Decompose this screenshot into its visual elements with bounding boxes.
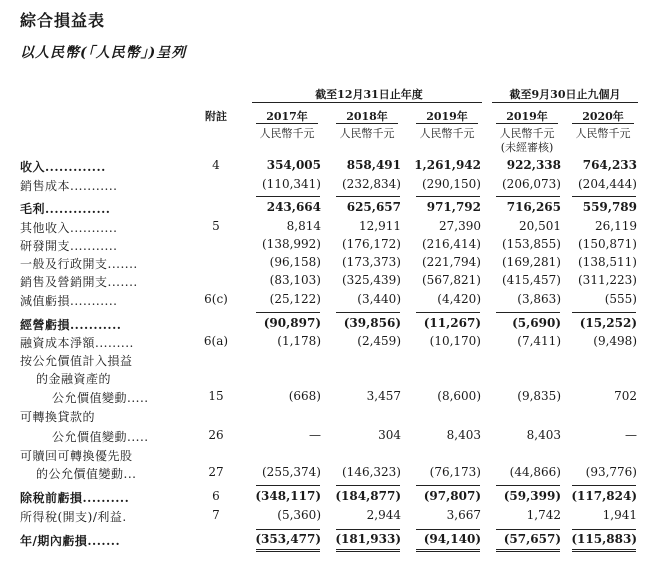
header-unit-2020-nine-months: 人民幣千元 [575, 127, 631, 140]
subtotal-rule [572, 529, 636, 530]
subtotal-rule [256, 312, 320, 313]
cell-2020-nine-months: (117,824) [571, 489, 637, 503]
cell-2019-nine-months: 8,403 [526, 428, 561, 442]
cell-2019: 8,403 [446, 428, 481, 442]
header-unit-2019-nine-months: 人民幣千元 [499, 127, 555, 140]
cell-2019: (76,173) [429, 465, 481, 479]
cell-2020-nine-months: (93,776) [585, 465, 637, 479]
cell-2018: (146,323) [342, 465, 401, 479]
cell-2017: 354,005 [266, 158, 321, 172]
header-year-2019-rule [416, 123, 478, 124]
cell-2020-nine-months: (138,511) [578, 255, 637, 269]
header-year-2018: 2018年 [346, 110, 388, 123]
cell-2019: (10,170) [429, 334, 481, 348]
cell-2017: (138,992) [262, 237, 321, 251]
header-year-2019-nine-months: 2019年 [506, 110, 548, 123]
cell-2017: (25,122) [269, 292, 321, 306]
total-double-rule [416, 549, 480, 552]
row-note: 26 [208, 428, 224, 442]
subtotal-rule [416, 485, 480, 486]
cell-2019-nine-months: (169,281) [502, 255, 561, 269]
cell-2019: (8,600) [437, 389, 481, 403]
cell-2019-nine-months: (3,863) [517, 292, 561, 306]
cell-2019-nine-months: (7,411) [517, 334, 561, 348]
cell-2018: 858,491 [346, 158, 401, 172]
row-note: 7 [212, 508, 220, 522]
cell-2020-nine-months: 559,789 [582, 200, 637, 214]
cell-2019: (567,821) [422, 273, 481, 287]
row-label: 公允價值變動..... [52, 391, 149, 405]
row-label: 融資成本淨額......... [20, 336, 134, 350]
cell-2018: (3,440) [357, 292, 401, 306]
cell-2018: 304 [378, 428, 401, 442]
cell-2018: (2,459) [357, 334, 401, 348]
row-label: 除稅前虧損.......... [20, 491, 130, 505]
total-double-rule [336, 549, 400, 552]
row-note: 5 [212, 219, 220, 233]
cell-2019-nine-months: (59,399) [503, 489, 561, 503]
header-unaudited: (未經審核) [500, 141, 554, 154]
cell-2018: (325,439) [342, 273, 401, 287]
cell-2019: (221,794) [422, 255, 481, 269]
row-label: 毛利.............. [20, 202, 111, 216]
row-label: 可轉換貸款的 [20, 410, 96, 424]
cell-2019-nine-months: (415,457) [502, 273, 561, 287]
row-label: 研發開支........... [20, 239, 118, 253]
subtotal-rule [256, 529, 320, 530]
cell-2020-nine-months: 764,233 [582, 158, 637, 172]
row-label: 經營虧損........... [20, 318, 122, 332]
subtotal-rule [416, 196, 480, 197]
header-year-2019: 2019年 [426, 110, 468, 123]
cell-2020-nine-months: (555) [604, 292, 637, 306]
header-group-nine-months: 截至9月30日止九個月 [509, 88, 621, 101]
header-year-2020-nine-months: 2020年 [582, 110, 624, 123]
cell-2020-nine-months: (9,498) [593, 334, 637, 348]
row-note: 6(a) [203, 334, 229, 348]
cell-2018: (232,834) [342, 177, 401, 191]
cell-2019: 3,667 [446, 508, 481, 522]
cell-2020-nine-months: (15,252) [579, 316, 637, 330]
cell-2017: (90,897) [263, 316, 321, 330]
cell-2018: (176,172) [342, 237, 401, 251]
cell-2017: (96,158) [269, 255, 321, 269]
cell-2019: (97,807) [423, 489, 481, 503]
header-note-label: 附註 [205, 110, 227, 123]
row-note: 15 [208, 389, 224, 403]
cell-2018: 625,657 [346, 200, 401, 214]
cell-2019: (94,140) [423, 532, 481, 546]
total-double-rule [256, 549, 320, 552]
header-unit-2017: 人民幣千元 [259, 127, 315, 140]
subtotal-rule [496, 196, 560, 197]
row-note: 4 [212, 158, 220, 172]
cell-2020-nine-months: (115,883) [571, 532, 637, 546]
header-group-nine-months-rule [492, 102, 638, 103]
row-label: 公允價值變動..... [52, 430, 149, 444]
cell-2019: (11,267) [423, 316, 481, 330]
subtotal-rule [496, 485, 560, 486]
row-note: 6(c) [204, 292, 228, 306]
subtotal-rule [416, 529, 480, 530]
page-subtitle: 以人民幣(「人民幣」)呈列 [20, 45, 187, 61]
cell-2017: (5,360) [277, 508, 321, 522]
row-label: 的金融資產的 [36, 372, 112, 386]
cell-2020-nine-months: 702 [614, 389, 637, 403]
row-label: 銷售成本........... [20, 179, 118, 193]
cell-2020-nine-months: (204,444) [578, 177, 637, 191]
cell-2018: (173,373) [342, 255, 401, 269]
cell-2018: (181,933) [335, 532, 401, 546]
cell-2019: 971,792 [426, 200, 481, 214]
subtotal-rule [336, 529, 400, 530]
cell-2019: (216,414) [422, 237, 481, 251]
cell-2017: 243,664 [266, 200, 321, 214]
row-label: 其他收入........... [20, 221, 118, 235]
row-label: 所得稅(開支)/利益. [20, 510, 127, 524]
subtotal-rule [336, 196, 400, 197]
cell-2020-nine-months: (311,223) [578, 273, 637, 287]
row-label: 按公允價值計入損益 [20, 354, 133, 368]
row-label: 年/期內虧損....... [20, 534, 121, 548]
header-group-year-ended: 截至12月31日止年度 [315, 88, 423, 101]
total-double-rule [572, 549, 636, 552]
cell-2017: 8,814 [286, 219, 321, 233]
page-title: 綜合損益表 [20, 11, 106, 30]
cell-2019-nine-months: (153,855) [502, 237, 561, 251]
cell-2017: — [309, 428, 321, 442]
subtotal-rule [572, 196, 636, 197]
cell-2019: (290,150) [422, 177, 481, 191]
cell-2017: (1,178) [277, 334, 321, 348]
header-group-year-ended-rule [252, 102, 482, 103]
cell-2020-nine-months: — [625, 428, 637, 442]
subtotal-rule [336, 485, 400, 486]
cell-2020-nine-months: 1,941 [602, 508, 637, 522]
subtotal-rule [572, 312, 636, 313]
row-label: 銷售及營銷開支....... [20, 275, 138, 289]
cell-2019-nine-months: (5,690) [512, 316, 561, 330]
cell-2018: (184,877) [335, 489, 401, 503]
subtotal-rule [256, 196, 320, 197]
cell-2017: (83,103) [269, 273, 321, 287]
header-year-2017-rule [256, 123, 318, 124]
cell-2018: 3,457 [366, 389, 401, 403]
subtotal-rule [336, 312, 400, 313]
cell-2020-nine-months: (150,871) [578, 237, 637, 251]
cell-2019-nine-months: (9,835) [517, 389, 561, 403]
total-double-rule [496, 549, 560, 552]
header-unit-2019: 人民幣千元 [419, 127, 475, 140]
subtotal-rule [572, 485, 636, 486]
cell-2018: (39,856) [343, 316, 401, 330]
cell-2020-nine-months: 26,119 [595, 219, 637, 233]
row-label: 減值虧損........... [20, 294, 118, 308]
cell-2017: (255,374) [262, 465, 321, 479]
cell-2019-nine-months: 1,742 [526, 508, 561, 522]
subtotal-rule [496, 529, 560, 530]
subtotal-rule [496, 312, 560, 313]
header-year-2017: 2017年 [266, 110, 308, 123]
row-note: 6 [212, 489, 220, 503]
cell-2018: 12,911 [359, 219, 401, 233]
cell-2019: (4,420) [437, 292, 481, 306]
row-note: 27 [208, 465, 224, 479]
cell-2019-nine-months: (44,866) [509, 465, 561, 479]
cell-2019: 27,390 [439, 219, 481, 233]
cell-2019: 1,261,942 [414, 158, 481, 172]
cell-2017: (353,477) [255, 532, 321, 546]
cell-2017: (110,341) [262, 177, 321, 191]
row-label: 的公允價值變動... [36, 467, 137, 481]
row-label: 一般及行政開支....... [20, 257, 138, 271]
header-year-2019-nine-months-rule [496, 123, 558, 124]
cell-2019-nine-months: 922,338 [506, 158, 561, 172]
cell-2017: (348,117) [255, 489, 321, 503]
row-label: 收入............. [20, 160, 106, 174]
cell-2019-nine-months: 716,265 [506, 200, 561, 214]
header-year-2018-rule [336, 123, 398, 124]
header-year-2020-nine-months-rule [572, 123, 634, 124]
cell-2019-nine-months: (57,657) [503, 532, 561, 546]
cell-2019-nine-months: (206,073) [502, 177, 561, 191]
cell-2018: 2,944 [366, 508, 401, 522]
subtotal-rule [256, 485, 320, 486]
cell-2019-nine-months: 20,501 [519, 219, 561, 233]
subtotal-rule [416, 312, 480, 313]
cell-2017: (668) [288, 389, 321, 403]
row-label: 可贖回可轉換優先股 [20, 449, 133, 463]
header-unit-2018: 人民幣千元 [339, 127, 395, 140]
